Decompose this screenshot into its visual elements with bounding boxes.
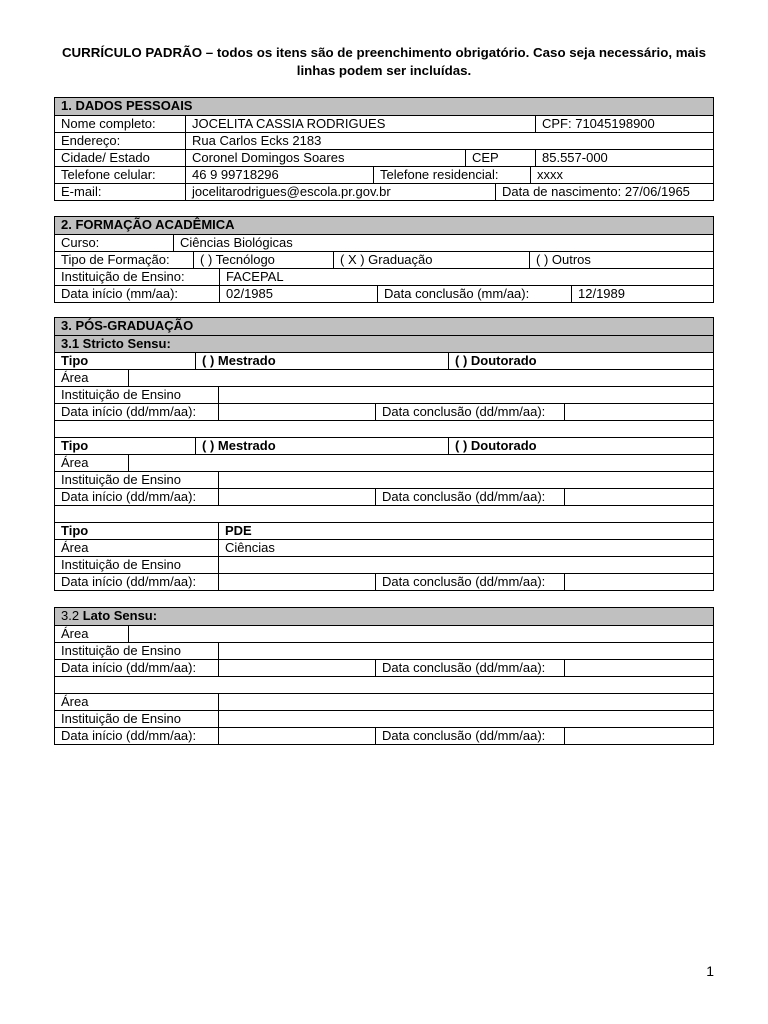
lato-label: Lato Sensu:	[82, 608, 158, 623]
data-conclusao-label: Data conclusão (dd/mm/aa):	[375, 574, 564, 590]
lato-number: 3.2	[61, 608, 83, 623]
section-title: 3. PÓS-GRADUAÇÃO	[55, 318, 713, 335]
row-area	[55, 625, 713, 642]
nome-field[interactable]: JOCELITA CASSIA RODRIGUES	[185, 116, 535, 132]
data-conclusao-label: Data conclusão (dd/mm/aa):	[375, 728, 564, 744]
row-area	[55, 539, 713, 556]
spacer-row	[55, 505, 713, 522]
email-label: E-mail:	[61, 184, 102, 199]
row-instituicao	[55, 386, 713, 403]
data-inicio-field[interactable]: 02/1985	[219, 286, 377, 302]
instituicao-label: Instituição de Ensino	[61, 643, 181, 658]
section-title: 2. FORMAÇÃO ACADÊMICA	[55, 217, 713, 234]
area-field[interactable]	[128, 370, 713, 386]
row-tipo-pde	[55, 522, 713, 539]
instituicao-label: Instituição de Ensino:	[61, 269, 185, 284]
curso-field[interactable]: Ciências Biológicas	[173, 235, 713, 251]
area-field[interactable]	[128, 626, 713, 642]
row-datas	[55, 727, 713, 744]
row-instituicao	[55, 710, 713, 727]
row-datas	[55, 659, 713, 676]
nome-label: Nome completo:	[61, 116, 156, 131]
row-datas	[55, 573, 713, 590]
row-instituicao	[55, 642, 713, 659]
row-endereco	[55, 132, 713, 149]
section-formacao	[54, 216, 714, 303]
area-label: Área	[61, 694, 89, 709]
tipo-label: Tipo	[61, 353, 89, 368]
option-mestrado[interactable]: ( ) Mestrado	[195, 353, 448, 369]
instituicao-field[interactable]	[218, 643, 713, 659]
area-label: Área	[61, 455, 89, 470]
data-conclusao-field[interactable]	[564, 404, 713, 420]
page-number: 1	[706, 963, 714, 979]
instituicao-field[interactable]	[218, 387, 713, 403]
tipo-label: Tipo	[61, 438, 89, 453]
instituicao-field[interactable]	[218, 711, 713, 727]
data-inicio-field[interactable]	[218, 728, 375, 744]
row-tipo	[55, 352, 713, 369]
option-doutorado[interactable]: ( ) Doutorado	[448, 353, 713, 369]
area-label: Área	[61, 626, 89, 641]
row-instituicao	[55, 471, 713, 488]
pde-field[interactable]: PDE	[218, 523, 713, 539]
data-inicio-label: Data início (dd/mm/aa):	[61, 574, 197, 589]
instituicao-label: Instituição de Ensino	[61, 557, 181, 572]
area-label: Área	[61, 370, 89, 385]
nascimento-field[interactable]: Data de nascimento: 27/06/1965	[495, 184, 713, 200]
area-field[interactable]: Ciências	[218, 540, 713, 556]
section-title-row	[55, 217, 713, 234]
row-area	[55, 454, 713, 471]
row-instituicao	[55, 556, 713, 573]
data-conclusao-field[interactable]: 12/1989	[571, 286, 713, 302]
lato-title-row	[55, 608, 713, 625]
instituicao-label: Instituição de Ensino	[61, 387, 181, 402]
instituicao-field[interactable]	[218, 472, 713, 488]
cidade-field[interactable]: Coronel Domingos Soares	[185, 150, 465, 166]
spacer	[55, 677, 713, 693]
area-field[interactable]	[128, 455, 713, 471]
row-area	[55, 369, 713, 386]
data-conclusao-field[interactable]	[564, 489, 713, 505]
instituicao-field[interactable]: FACEPAL	[219, 269, 713, 285]
instituicao-label: Instituição de Ensino	[61, 472, 181, 487]
stricto-title-row	[55, 335, 713, 352]
row-datas	[55, 488, 713, 505]
row-area	[55, 693, 713, 710]
spacer	[55, 506, 713, 522]
instituicao-label: Instituição de Ensino	[61, 711, 181, 726]
data-inicio-label: Data início (dd/mm/aa):	[61, 404, 197, 419]
row-tipo	[55, 437, 713, 454]
data-inicio-field[interactable]	[218, 404, 375, 420]
endereco-label: Endereço:	[61, 133, 121, 148]
email-field[interactable]: jocelitarodrigues@escola.pr.gov.br	[185, 184, 495, 200]
data-inicio-label: Data início (dd/mm/aa):	[61, 489, 197, 504]
tipo-label: Tipo	[61, 523, 89, 538]
cpf-field[interactable]: CPF: 71045198900	[535, 116, 713, 132]
row-email	[55, 183, 713, 200]
instituicao-field[interactable]	[218, 557, 713, 573]
section-title-row	[55, 318, 713, 335]
spacer	[55, 421, 713, 437]
option-graduacao[interactable]: ( X ) Graduação	[333, 252, 529, 268]
section-pos-graduacao	[54, 317, 714, 591]
data-conclusao-label: Data conclusão (dd/mm/aa):	[375, 404, 564, 420]
document-header	[54, 44, 714, 80]
option-mestrado[interactable]: ( ) Mestrado	[195, 438, 448, 454]
row-curso	[55, 234, 713, 251]
section-dados-pessoais	[54, 97, 714, 201]
row-telefones	[55, 166, 713, 183]
cidade-label: Cidade/ Estado	[61, 150, 150, 165]
row-instituicao	[55, 268, 713, 285]
data-conclusao-field[interactable]	[564, 728, 713, 744]
section-lato-sensu	[54, 607, 714, 745]
celular-label: Telefone celular:	[61, 167, 156, 182]
lato-title	[55, 608, 713, 625]
option-tecnologo[interactable]: ( ) Tecnólogo	[193, 252, 333, 268]
cep-label: CEP	[465, 150, 535, 166]
data-conclusao-label: Data conclusão (dd/mm/aa):	[375, 660, 564, 676]
residencial-label: Telefone residencial:	[373, 167, 530, 183]
data-conclusao-label: Data conclusão (mm/aa):	[377, 286, 571, 302]
data-conclusao-field[interactable]	[564, 574, 713, 590]
data-conclusao-label: Data conclusão (dd/mm/aa):	[375, 489, 564, 505]
residencial-field[interactable]: xxxx	[530, 167, 713, 183]
row-datas	[55, 285, 713, 302]
header-lead: CURRÍCULO PADRÃO	[61, 45, 203, 60]
section-title-row	[55, 98, 713, 115]
data-inicio-label: Data início (mm/aa):	[61, 286, 179, 301]
option-outros[interactable]: ( ) Outros	[529, 252, 713, 268]
celular-field[interactable]: 46 9 99718296	[185, 167, 373, 183]
data-inicio-field[interactable]	[218, 660, 375, 676]
endereco-field[interactable]: Rua Carlos Ecks 2183	[185, 133, 713, 149]
tipo-formacao-label: Tipo de Formação:	[61, 252, 170, 267]
curso-label: Curso:	[61, 235, 100, 250]
stricto-title: 3.1 Stricto Sensu:	[55, 336, 713, 352]
section-title: 1. DADOS PESSOAIS	[55, 98, 713, 115]
row-tipo-formacao	[55, 251, 713, 268]
spacer-row	[55, 420, 713, 437]
data-inicio-field[interactable]	[218, 489, 375, 505]
data-inicio-label: Data início (dd/mm/aa):	[61, 660, 197, 675]
spacer-row	[55, 676, 713, 693]
row-datas	[55, 403, 713, 420]
cep-field[interactable]: 85.557-000	[535, 150, 713, 166]
header-text: – todos os itens são de preenchimento obrigatório. Caso seja necessário, mais linhas podem ser incluídas.	[202, 45, 707, 78]
option-doutorado[interactable]: ( ) Doutorado	[448, 438, 713, 454]
area-label: Área	[61, 540, 89, 555]
data-conclusao-field[interactable]	[564, 660, 713, 676]
data-inicio-label: Data início (dd/mm/aa):	[61, 728, 197, 743]
data-inicio-field[interactable]	[218, 574, 375, 590]
row-nome	[55, 115, 713, 132]
row-cidade	[55, 149, 713, 166]
area-field[interactable]	[218, 694, 713, 710]
